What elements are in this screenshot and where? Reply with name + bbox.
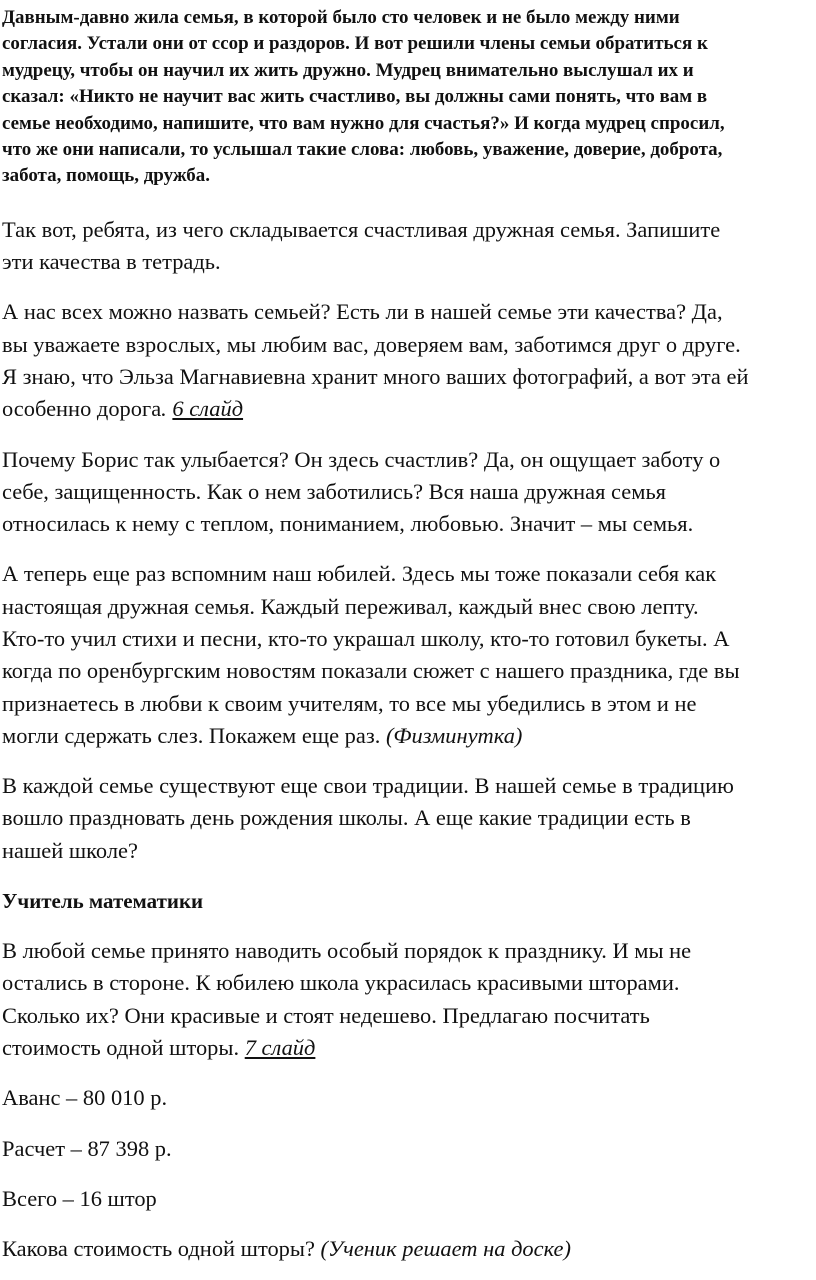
text-line: [2, 1032, 812, 1064]
text-run: себе, защищенность. Как о нем заботились? Вся наша дружная семья: [2, 478, 667, 504]
paragraph: [2, 770, 814, 867]
text-line: [2, 1133, 812, 1165]
text-line: [2, 770, 812, 802]
text-run: Так вот, ребята, из чего складывается счастливая дружная семья. Запишите: [2, 216, 721, 242]
text-run: признаетесь в любви к своим учителям, то все мы убедились в этом и не: [2, 690, 697, 716]
text-run: согласия. Устали они от ссор и раздоров. И вот решили члены семьи обратиться к: [2, 33, 708, 55]
text-run: В любой семье принято наводить особый порядок к празднику. И мы не: [2, 938, 692, 964]
text-run: Расчет – 87 398 р.: [2, 1135, 172, 1161]
text-line: [2, 1183, 812, 1215]
text-run: эти качества в тетрадь.: [2, 249, 221, 275]
slide-link[interactable]: 7 слайд: [244, 1034, 316, 1060]
text-run: Всего – 16 штор: [2, 1185, 157, 1211]
text-run: когда по оренбургским новостям показали сюжет с нашего праздника, где вы: [2, 658, 740, 684]
text-line: [2, 508, 812, 540]
text-run: могли сдержать слез. Покажем еще раз.: [2, 722, 386, 748]
text-run: относилась к нему с теплом, пониманием, любовью. Значит – мы семья.: [2, 511, 694, 537]
text-run: сказал: «Никто не научит вас жить счастливо, вы должны сами понять, что вам в: [2, 86, 708, 108]
paragraph: [2, 558, 814, 752]
text-line: [2, 885, 812, 917]
text-line: [2, 5, 812, 31]
paragraph: [2, 214, 814, 279]
text-line: [2, 246, 812, 278]
text-line: [2, 655, 812, 687]
text-run: особенно дорога: [2, 396, 162, 422]
text-run: Сколько их? Они красивые и стоят недешево. Предлагаю посчитать: [2, 1002, 650, 1028]
text-run: Аванс – 80 010 р.: [2, 1085, 168, 1111]
text-line: [2, 296, 812, 328]
text-run: .: [161, 396, 167, 422]
text-run: Учитель математики: [2, 889, 204, 914]
text-run: нашей школе?: [2, 837, 138, 863]
text-run: Какова стоимость одной шторы?: [2, 1236, 321, 1262]
text-line: [2, 137, 812, 163]
text-line: [2, 623, 812, 655]
text-line: [2, 935, 812, 967]
section-heading: [2, 885, 814, 917]
text-run: (Физминутка): [385, 722, 523, 748]
text-line: [2, 1082, 812, 1114]
text-line: [2, 214, 812, 246]
text-line: [2, 1000, 812, 1032]
text-line: [2, 111, 812, 137]
paragraph: [2, 935, 814, 1064]
text-line: [2, 58, 812, 84]
paragraph: [2, 1233, 814, 1265]
text-line: [2, 967, 812, 999]
text-run: забота, помощь, дружба.: [2, 165, 211, 187]
text-line: [2, 558, 812, 590]
paragraph: [2, 444, 814, 541]
text-run: В каждой семье существуют еще свои традиции. В нашей семье в традицию: [2, 773, 734, 799]
paragraph: [2, 5, 814, 190]
text-line: [2, 393, 812, 425]
text-line: [2, 835, 812, 867]
text-line: [2, 720, 812, 752]
document-body: [2, 0, 814, 1265]
text-run: (Ученик решает на доске): [320, 1236, 572, 1262]
text-run: семье необходимо, напишите, что вам нужно для счастья?» И когда мудрец спросил,: [2, 112, 725, 134]
text-run: что же они написали, то услышал такие слова: любовь, уважение, доверие, доброта,: [2, 138, 723, 160]
text-run: вы уважаете взрослых, мы любим вас, доверяем вам, заботимся друг о друге.: [2, 331, 741, 357]
text-run: остались в стороне. К юбилею школа украсилась красивыми шторами.: [2, 970, 680, 996]
slide-link[interactable]: 6 слайд: [172, 396, 244, 422]
text-line: [2, 444, 812, 476]
text-run: А нас всех можно назвать семьей? Есть ли в нашей семье эти качества? Да,: [2, 299, 723, 325]
text-run: вошло праздновать день рождения школы. А еще какие традиции есть в: [2, 805, 691, 831]
text-run: А теперь еще раз вспомним наш юбилей. Здесь мы тоже показали себя как: [2, 561, 717, 587]
text-run: Я знаю, что Эльза Магнавиевна хранит много ваших фотографий, а вот эта ей: [2, 363, 749, 389]
paragraph: [2, 1082, 814, 1114]
text-line: [2, 163, 812, 189]
text-run: мудрецу, чтобы он научил их жить дружно. Мудрец внимательно выслушал их и: [2, 59, 694, 81]
text-run: стоимость одной шторы.: [2, 1034, 245, 1060]
text-line: [2, 591, 812, 623]
text-line: [2, 31, 812, 57]
paragraph: [2, 296, 814, 425]
text-line: [2, 802, 812, 834]
text-run: настоящая дружная семья. Каждый переживал, каждый внес свою лепту.: [2, 593, 699, 619]
text-line: [2, 361, 812, 393]
text-line: [2, 688, 812, 720]
paragraph: [2, 1133, 814, 1165]
text-line: [2, 476, 812, 508]
text-run: Давным-давно жила семья, в которой было сто человек и не было между ними: [2, 7, 680, 28]
text-run: Почему Борис так улыбается? Он здесь счастлив? Да, он ощущает заботу о: [2, 446, 721, 472]
text-line: [2, 329, 812, 361]
text-run: Кто-то учил стихи и песни, кто-то украшал школу, кто-то готовил букеты. А: [2, 626, 730, 651]
paragraph: [2, 1183, 814, 1215]
text-line: [2, 1233, 812, 1265]
text-line: [2, 84, 812, 110]
